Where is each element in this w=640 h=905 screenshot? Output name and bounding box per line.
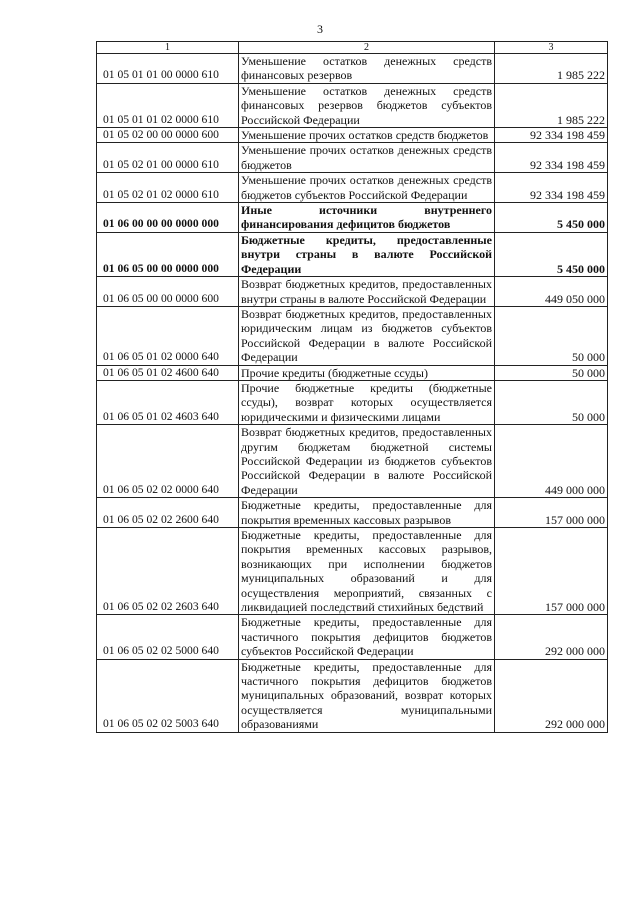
row-code: 01 06 05 01 02 4603 640 [97, 380, 239, 424]
row-code: 01 06 05 00 00 0000 000 [97, 232, 239, 276]
table-row [97, 143, 608, 173]
row-name: Бюджетные кредиты, предоставленные для частичного покрытия дефицитов бюджетов субъектов Российской Федерации [239, 615, 495, 659]
row-amount: 92 334 198 459 [495, 128, 608, 143]
column-number-3: 3 [495, 42, 608, 54]
row-name: Уменьшение остатков денежных средств финансовых резервов [239, 54, 495, 84]
row-code: 01 05 02 01 02 0000 610 [97, 173, 239, 203]
row-amount: 50 000 [495, 380, 608, 424]
row-code: 01 06 05 02 02 5000 640 [97, 615, 239, 659]
row-code: 01 06 00 00 00 0000 000 [97, 203, 239, 233]
row-amount: 92 334 198 459 [495, 143, 608, 173]
page-number: 3 [317, 22, 323, 36]
row-code: 01 06 05 00 00 0000 600 [97, 277, 239, 307]
table-row [97, 528, 608, 615]
budget-sources-table [96, 41, 608, 733]
row-name: Прочие кредиты (бюджетные ссуды) [239, 365, 495, 380]
row-code: 01 06 05 01 02 4600 640 [97, 365, 239, 380]
row-code: 01 06 05 02 02 0000 640 [97, 425, 239, 498]
row-name: Уменьшение прочих остатков средств бюджетов [239, 128, 495, 143]
row-name: Иные источники внутреннего финансирования дефицитов бюджетов [239, 203, 495, 233]
row-amount: 92 334 198 459 [495, 173, 608, 203]
table-row [97, 425, 608, 498]
row-amount: 5 450 000 [495, 232, 608, 276]
row-code: 01 06 05 02 02 2603 640 [97, 528, 239, 615]
table-row [97, 498, 608, 528]
row-amount: 292 000 000 [495, 659, 608, 732]
row-code: 01 05 01 01 02 0000 610 [97, 83, 239, 127]
row-code: 01 05 02 01 00 0000 610 [97, 143, 239, 173]
table-row [97, 659, 608, 732]
row-name: Уменьшение прочих остатков денежных средств бюджетов субъектов Российской Федерации [239, 173, 495, 203]
row-name: Возврат бюджетных кредитов, предоставленных юридическим лицам из бюджетов субъектов Российской Федерации в валюте Российской Федерации [239, 306, 495, 365]
table-row [97, 54, 608, 84]
table-row [97, 203, 608, 233]
row-amount: 1 985 222 [495, 83, 608, 127]
row-amount: 50 000 [495, 365, 608, 380]
column-number-row [97, 42, 608, 54]
row-name: Возврат бюджетных кредитов, предоставленных другим бюджетам бюджетной системы Российской Федерации из бюджетов субъектов Российской Федерации в валюте Российской Федерации [239, 425, 495, 498]
row-name: Прочие бюджетные кредиты (бюджетные ссуды), возврат которых осуществляется юридическими и физическими лицами [239, 380, 495, 424]
row-name: Бюджетные кредиты, предоставленные для покрытия временных кассовых разрывов, возникающих при исполнении бюджетов муниципальных образований и для осуществления мероприятий, связанных с ликвидацией последствий стихийных бедствий [239, 528, 495, 615]
table-row [97, 83, 608, 127]
table-row [97, 615, 608, 659]
row-code: 01 05 01 01 00 0000 610 [97, 54, 239, 84]
column-number-2: 2 [239, 42, 495, 54]
table-row [97, 128, 608, 143]
row-amount: 157 000 000 [495, 498, 608, 528]
row-name: Возврат бюджетных кредитов, предоставленных внутри страны в валюте Российской Федерации [239, 277, 495, 307]
column-number-1: 1 [97, 42, 239, 54]
row-name: Бюджетные кредиты, предоставленные внутри страны в валюте Российской Федерации [239, 232, 495, 276]
row-code: 01 05 02 00 00 0000 600 [97, 128, 239, 143]
row-name: Бюджетные кредиты, предоставленные для покрытия временных кассовых разрывов [239, 498, 495, 528]
row-amount: 449 000 000 [495, 425, 608, 498]
row-name: Бюджетные кредиты, предоставленные для частичного покрытия дефицитов бюджетов муниципальных образований, возврат которых осуществляется муниципальными образованиями [239, 659, 495, 732]
row-amount: 292 000 000 [495, 615, 608, 659]
row-name: Уменьшение прочих остатков денежных средств бюджетов [239, 143, 495, 173]
table-row [97, 173, 608, 203]
row-name: Уменьшение остатков денежных средств финансовых резервов бюджетов субъектов Российской Федерации [239, 83, 495, 127]
row-code: 01 06 05 02 02 2600 640 [97, 498, 239, 528]
row-amount: 449 050 000 [495, 277, 608, 307]
row-amount: 157 000 000 [495, 528, 608, 615]
row-amount: 1 985 222 [495, 54, 608, 84]
table-row [97, 277, 608, 307]
row-code: 01 06 05 01 02 0000 640 [97, 306, 239, 365]
row-code: 01 06 05 02 02 5003 640 [97, 659, 239, 732]
table-row [97, 232, 608, 276]
table-row [97, 365, 608, 380]
table-row [97, 380, 608, 424]
row-amount: 50 000 [495, 306, 608, 365]
table-row [97, 306, 608, 365]
row-amount: 5 450 000 [495, 203, 608, 233]
